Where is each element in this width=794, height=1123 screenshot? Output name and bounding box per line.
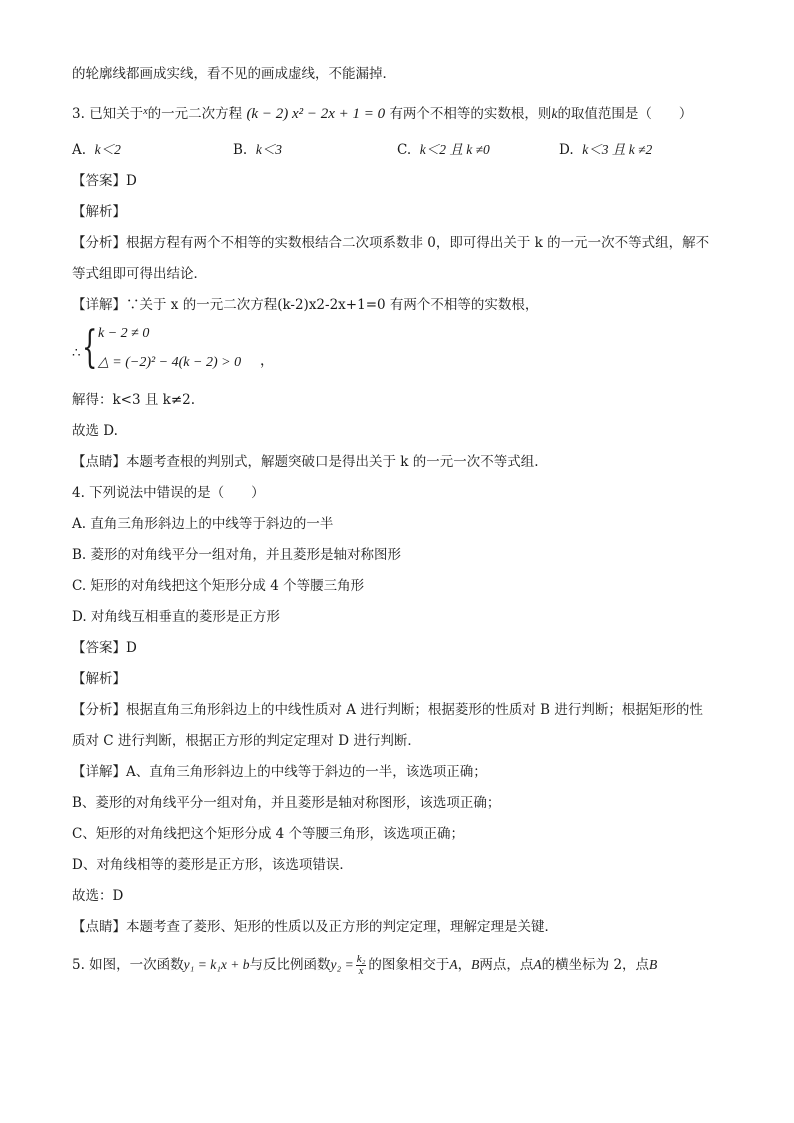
q3-choose: 故选 D.: [72, 423, 118, 439]
q3-var-x: x: [143, 106, 148, 117]
q3-remark: 【点睛】本题考查根的判别式，解题突破口是得出关于 k 的一元一次不等式组.: [72, 454, 539, 470]
option-label: A.: [72, 142, 87, 158]
q3-option-a: [72, 140, 121, 160]
option-text: k＜3 且 k ≠2: [582, 142, 653, 157]
q4-analysis-tag: 【解析】: [72, 671, 126, 687]
q3-option-c: [397, 140, 490, 160]
system-comma: ，: [260, 354, 274, 369]
q3-stem-d: 的取值范围是（ ）: [557, 106, 693, 122]
q3-analysis-1: 【分析】根据方程有两个不相等的实数根结合二次项系数非 0，即可得出关于 k 的一元一次不等式组，解不: [72, 235, 710, 251]
q4-answer: 【答案】D: [72, 640, 137, 656]
q3-analysis-tag: 【解析】: [72, 204, 126, 220]
fraction-denominator: x: [358, 965, 364, 977]
q3-detail: 【详解】∵关于 x 的一元二次方程(k-2)x2-2x+1=0 有两个不相等的实数根，: [72, 297, 539, 313]
q4-detail-c: C、矩形的对角线把这个矩形分成 4 个等腰三角形，该选项正确；: [72, 826, 465, 842]
q3-number: 3.: [72, 106, 85, 122]
option-label: D.: [559, 142, 574, 158]
q3-stem-b: 的一元二次方程: [147, 106, 243, 122]
q4-stem: 4. 下列说法中错误的是（ ）: [72, 485, 265, 501]
option-label: B.: [233, 142, 248, 158]
q4-choose: 故选：D: [72, 888, 124, 904]
q5-point-a2: A: [533, 957, 542, 972]
q3-stem: [72, 102, 692, 124]
q3-equation: (k − 2) x² − 2x + 1 = 0: [246, 106, 386, 122]
q5-part1: 5. 如图，一次函数: [72, 957, 184, 973]
q4-option-b: B. 菱形的对角线平分一组对角，并且菱形是轴对称图形: [72, 547, 402, 563]
q4-option-d: D. 对角线互相垂直的菱形是正方形: [72, 609, 280, 625]
q5-fraction: [356, 954, 367, 977]
q5-part2: 与反比例函数: [249, 957, 331, 973]
therefore-symbol: ∴: [72, 345, 81, 361]
system-line-1: k − 2 ≠ 0: [98, 326, 150, 341]
option-text: k＜3: [255, 142, 283, 157]
option-label: C.: [397, 142, 412, 158]
option-text: k＜2 且 k ≠0: [419, 142, 490, 157]
q3-option-d: [559, 140, 652, 160]
q5-func1: y₁ = k₁x + b: [183, 957, 250, 972]
q5-sep: ，: [457, 957, 472, 973]
fraction-numerator: k₂: [356, 953, 366, 965]
q4-analysis-2: 质对 C 进行判断，根据正方形的判定定理对 D 进行判断．: [72, 733, 421, 749]
q4-detail-d: D、对角线相等的菱形是正方形，该选项错误．: [72, 857, 353, 873]
q4-option-c: C. 矩形的对角线把这个矩形分成 4 个等腰三角形: [72, 578, 365, 594]
q4-remark: 【点睛】本题考查了菱形、矩形的性质以及正方形的判定定理，理解定理是关键．: [72, 919, 558, 935]
q5-point-a: A: [449, 957, 458, 972]
q3-stem-a: 已知关于: [89, 106, 144, 122]
q3-option-b: [233, 140, 282, 160]
option-text: k＜2: [94, 142, 121, 157]
q3-stem-c: 有两个不相等的实数根，则: [389, 106, 552, 122]
q3-answer: 【答案】D: [72, 173, 137, 189]
q5-part4: 两点，点: [479, 957, 534, 973]
q5-part3: 的图象相交于: [368, 957, 450, 973]
q4-analysis-1: 【分析】根据直角三角形斜边上的中线性质对 A 进行判断；根据菱形的性质对 B 进行判断；根据矩形的性: [72, 702, 703, 718]
left-brace: {: [82, 322, 98, 373]
previous-question-tail: 的轮廓线都画成实线，看不见的画成虚线，不能漏掉．: [72, 66, 396, 82]
q5-func2-lhs: y₂ =: [330, 957, 354, 972]
system-line-2: △ = (−2)² − 4(k − 2) > 0: [98, 355, 242, 370]
q3-var-k: k: [551, 106, 558, 121]
q5-point-b2: B: [649, 957, 658, 972]
q5-point-b: B: [471, 957, 480, 972]
q3-solve: 解得：k<3 且 k≠2.: [72, 392, 196, 408]
q4-option-a: A. 直角三角形斜边上的中线等于斜边的一半: [72, 516, 334, 532]
q5-stem: [72, 954, 657, 977]
q4-detail-b: B、菱形的对角线平分一组对角，并且菱形是轴对称图形，该选项正确；: [72, 795, 501, 811]
q4-detail-a: 【详解】A、直角三角形斜边上的中线等于斜边的一半，该选项正确；: [72, 764, 487, 780]
q5-part5: 的横坐标为 2，点: [541, 957, 650, 973]
q3-analysis-2: 等式组即可得出结论．: [72, 266, 207, 282]
